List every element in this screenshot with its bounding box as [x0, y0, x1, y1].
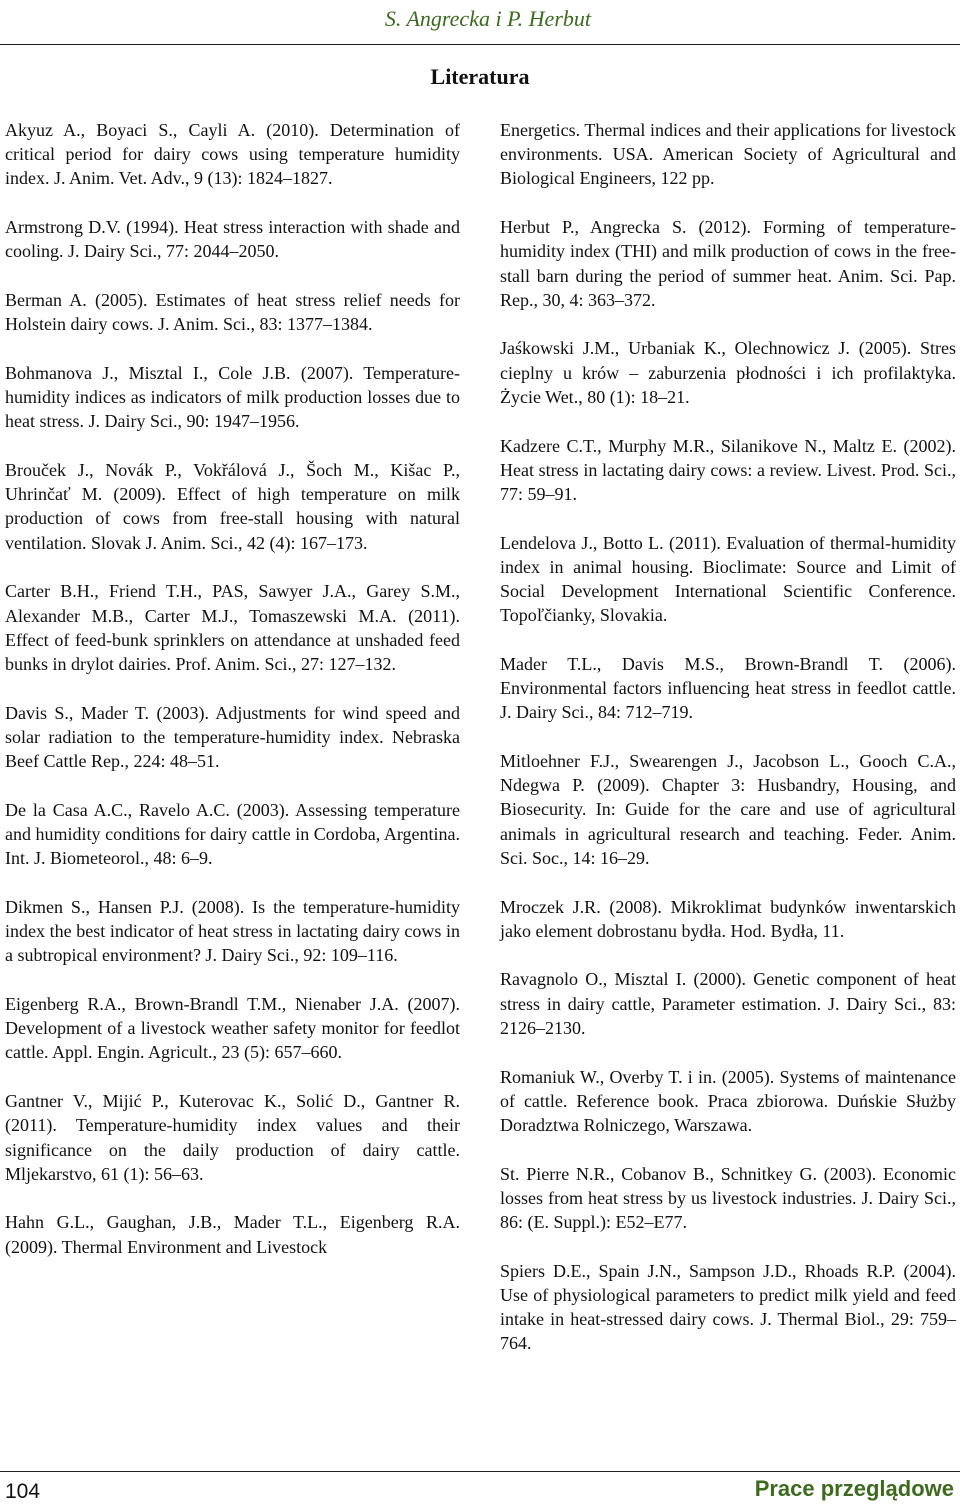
reference-entry: Jaśkowski J.M., Urbaniak K., Olechnowicz J. (2005). Stres cieplny u krów – zaburzenia płodności i ich profilaktyka. Życie Wet., 80 (1): 18–21. — [500, 338, 956, 407]
reference-entry: Herbut P., Angrecka S. (2012). Forming of temperature-humidity index (THI) and milk production of cows in the free-stall barn during the period of summer heat. Anim. Sci. Pap. Rep., 30, 4: 363–372. — [500, 217, 956, 310]
reference-entry: Hahn G.L., Gaughan, J.B., Mader T.L., Eigenberg R.A. (2009). Thermal Environment and Livestock — [5, 1212, 460, 1257]
reference-entry: Eigenberg R.A., Brown-Brandl T.M., Nienaber J.A. (2007). Development of a livestock weather safety monitor for feedlot cattle. Appl. Engin. Agricult., 23 (5): 657–660. — [5, 993, 460, 1063]
reference-entry: St. Pierre N.R., Cobanov B., Schnitkey G. (2003). Economic losses from heat stress by us livestock industries. J. Dairy Sci., 86: (E. Suppl.): E52–E77. — [500, 1163, 956, 1233]
reference-entry: Bohmanova J., Misztal I., Cole J.B. (2007). Temperature-humidity indices as indicators of milk production losses due to heat stress. J. Dairy Sci., 90: 1947–1956. — [5, 362, 460, 432]
reference-entry: Akyuz A., Boyaci S., Cayli A. (2010). Determination of critical period for dairy cows using temperature humidity index. J. Anim. Vet. Adv., 9 (13): 1824–1827. — [5, 120, 460, 189]
references-left-column — [5, 118, 460, 1283]
reference-entry: Mitloehner F.J., Swearengen J., Jacobson L., Gooch C.A., Ndegwa P. (2009). Chapter 3: Husbandry, Housing, and Biosecurity. In: Guide for the care and use of agricultural animals in agricultural research and teaching. Feder. Anim. Sci. Soc., 14: 16–29. — [500, 751, 956, 868]
reference-entry: Romaniuk W., Overby T. i in. (2005). Systems of maintenance of cattle. Reference book. Praca zbiorowa. Duńskie Służby Doradztwa Rolniczego, Warszawa. — [500, 1066, 956, 1135]
reference-entry: Mroczek J.R. (2008). Mikroklimat budynków inwentarskich jako element dobrostanu bydła. Hod. Bydła, 11. — [500, 896, 956, 941]
reference-entry: Brouček J., Novák P., Vokřálová J., Šoch M., Kišac P., Uhrinčať M. (2009). Effect of high temperature on milk production of cows from free-stall housing with natural ventilation. Slovak J. Anim. Sci., 42 (4): 167–173. — [5, 460, 460, 553]
reference-entry: De la Casa A.C., Ravelo A.C. (2003). Assessing temperature and humidity conditions for dairy cattle in Cordoba, Argentina. Int. J. Biometeorol., 48: 6–9. — [5, 799, 460, 869]
footer-rule — [0, 1471, 960, 1472]
reference-entry: Lendelova J., Botto L. (2011). Evaluation of thermal-humidity index in animal housing. Bioclimate: Source and Limit of Social Development International Scientific Conference. Topoľčianky, Slovakia. — [500, 532, 956, 626]
reference-entry: Davis S., Mader T. (2003). Adjustments for wind speed and solar radiation to the temperature-humidity index. Nebraska Beef Cattle Rep., 224: 48–51. — [5, 702, 460, 772]
reference-entry: Armstrong D.V. (1994). Heat stress interaction with shade and cooling. J. Dairy Sci., 77: 2044–2050. — [5, 217, 460, 262]
reference-entry: Berman A. (2005). Estimates of heat stress relief needs for Holstein dairy cows. J. Anim. Sci., 83: 1377–1384. — [5, 290, 460, 335]
reference-entry: Ravagnolo O., Misztal I. (2000). Genetic component of heat stress in dairy cattle, Parameter estimation. J. Dairy Sci., 83: 2126–2130. — [500, 969, 956, 1038]
header-rule — [0, 44, 960, 45]
reference-entry: Energetics. Thermal indices and their applications for livestock environments. USA. American Society of Agricultural and Biological Engineers, 122 pp. — [500, 120, 956, 189]
reference-entry: Mader T.L., Davis M.S., Brown-Brandl T. (2006). Environmental factors influencing heat stress in feedlot cattle. J. Dairy Sci., 84: 712–719. — [500, 653, 956, 723]
running-head: S. Angrecka i P. Herbut — [384, 6, 591, 31]
reference-entry: Spiers D.E., Spain J.N., Sampson J.D., Rhoads R.P. (2004). Use of physiological parameters to predict milk yield and feed intake in heat-stressed dairy cows. J. Thermal Biol., 29: 759–764. — [500, 1260, 956, 1354]
reference-entry: Kadzere C.T., Murphy M.R., Silanikove N., Maltz E. (2002). Heat stress in lactating dairy cows: a review. Livest. Prod. Sci., 77: 59–91. — [500, 435, 956, 504]
reference-entry: Carter B.H., Friend T.H., PAS, Sawyer J.A., Garey S.M., Alexander M.B., Carter M.J., Tomaszewski M.A. (2011). Effect of feed-bunk sprinklers on attendance at unshaded feed bunks in drylot dairies. Prof. Anim. Sci., 27: 127–132. — [5, 581, 460, 674]
footer-section-label: Prace przeglądowe — [754, 1476, 954, 1501]
page-number: 104 — [5, 1480, 41, 1503]
references-right-column — [500, 118, 956, 1380]
reference-entry: Dikmen S., Hansen P.J. (2008). Is the temperature-humidity index the best indicator of heat stress in lactating dairy cows in a subtropical environment? J. Dairy Sci., 92: 109–116. — [5, 896, 460, 966]
reference-entry: Gantner V., Mijić P., Kuterovac K., Solić D., Gantner R. (2011). Temperature-humidity index values and their significance on the daily production of dairy cattle. Mljekarstvo, 61 (1): 56–63. — [5, 1091, 460, 1184]
section-title: Literatura — [430, 64, 530, 89]
